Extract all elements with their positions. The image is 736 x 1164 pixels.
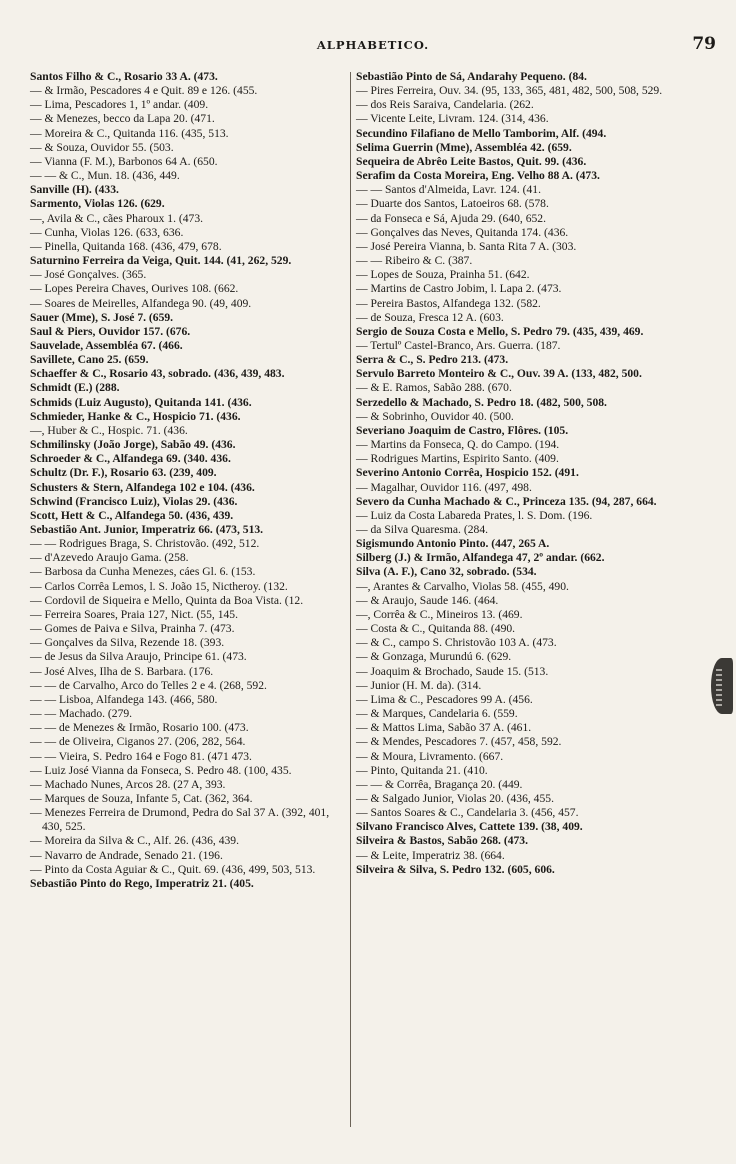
directory-entry: — — de Menezes & Irmão, Rosario 100. (473. — [30, 721, 249, 735]
directory-entry: — da Fonseca e Sá, Ajuda 29. (640, 652. — [356, 211, 546, 225]
directory-entry: Selima Guerrin (Mme), Assembléa 42. (659. — [356, 140, 572, 154]
page-number: 79 — [692, 34, 716, 54]
directory-entry: — — & Corrêa, Bragança 20. (449. — [356, 777, 523, 791]
directory-entry: — Soares de Meirelles, Alfandega 90. (49, 409. — [30, 296, 252, 310]
directory-entry: Severino Antonio Corrêa, Hospicio 152. (491. — [356, 466, 579, 480]
directory-entry: Schwind (Francisco Luiz), Violas 29. (436. — [30, 494, 238, 508]
directory-entry: Secundino Filafiano de Mello Tamborim, Alf. (494. — [356, 126, 607, 140]
directory-entry: Sebastião Pinto do Rego, Imperatriz 21. (405. — [30, 876, 254, 890]
directory-entry: Sauvelade, Assembléa 67. (466. — [30, 338, 183, 352]
directory-entry: Sergio de Souza Costa e Mello, S. Pedro 79. (435, 439, 469. — [356, 324, 644, 338]
directory-entry: — José Pereira Vianna, b. Santa Rita 7 A. (303. — [356, 239, 577, 253]
directory-entry: — Cunha, Violas 126. (633, 636. — [30, 225, 184, 239]
directory-entry: Sarmento, Violas 126. (629. — [30, 197, 165, 211]
directory-entry: — Junior (H. M. da). (314. — [356, 678, 482, 692]
directory-entry: — & Souza, Ouvidor 55. (503. — [30, 140, 174, 154]
directory-entry: — — de Oliveira, Ciganos 27. (206, 282, 564. — [30, 735, 246, 749]
directory-entry: — Joaquim & Brochado, Saude 15. (513. — [356, 664, 549, 678]
right-column — [356, 70, 696, 877]
directory-entry: Sanville (H). (433. — [30, 183, 119, 197]
directory-entry: — & Mendes, Pescadores 7. (457, 458, 592. — [356, 735, 562, 749]
directory-entry: Saturnino Ferreira da Veiga, Quit. 144. (41, 262, 529. — [30, 254, 292, 268]
directory-entry: Silva (A. F.), Cano 32, sobrado. (534. — [356, 565, 537, 579]
directory-entry: — Tertulº Castel-Branco, Ars. Guerra. (187. — [356, 338, 561, 352]
directory-entry: — Gonçalves das Neves, Quitanda 174. (436. — [356, 225, 569, 239]
directory-entry: Severo da Cunha Machado & C., Princeza 135. (94, 287, 664. — [356, 494, 657, 508]
directory-entry: — & Salgado Junior, Violas 20. (436, 455. — [356, 791, 554, 805]
directory-entry: — de Jesus da Silva Araujo, Principe 61. (473. — [30, 650, 247, 664]
directory-entry: — Martins de Castro Jobim, l. Lapa 2. (473. — [356, 282, 562, 296]
directory-entry: — José Alves, Ilha de S. Barbara. (176. — [30, 664, 214, 678]
directory-entry: — Luiz José Vianna da Fonseca, S. Pedro 48. (100, 435. — [30, 763, 292, 777]
directory-entry: — Pinto, Quitanda 21. (410. — [356, 763, 488, 777]
directory-entry: Silvano Francisco Alves, Cattete 139. (38, 409. — [356, 820, 583, 834]
directory-entry: Servulo Barreto Monteiro & C., Ouv. 39 A. (133, 482, 500. — [356, 367, 642, 381]
directory-entry: — Carlos Corrêa Lemos, l. S. João 15, Nictheroy. (132. — [30, 579, 288, 593]
directory-entry: — — Rodrigues Braga, S. Christovão. (492, 512. — [30, 537, 260, 551]
directory-entry: Schmidt (E.) (288. — [30, 381, 120, 395]
directory-entry: — & Marques, Candelaria 6. (559. — [356, 707, 518, 721]
directory-entry: Sebastião Pinto de Sá, Andarahy Pequeno. (84. — [356, 70, 587, 83]
directory-entry: — & Sobrinho, Ouvidor 40. (500. — [356, 409, 514, 423]
directory-entry: — Navarro de Andrade, Senado 21. (196. — [30, 848, 223, 862]
directory-entry: — & C., campo S. Christovão 103 A. (473. — [356, 636, 557, 650]
directory-entry: —, Avila & C., cães Pharoux 1. (473. — [30, 211, 204, 225]
directory-entry: — Cordovil de Siqueira e Mello, Quinta da Boa Vista. (12. — [30, 593, 304, 607]
directory-entry: — Vianna (F. M.), Barbonos 64 A. (650. — [30, 154, 218, 168]
directory-entry: — Luiz da Costa Labareda Prates, l. S. Dom. (196. — [356, 508, 593, 522]
page-header — [30, 34, 716, 58]
running-title: ALPHABETICO. — [316, 38, 430, 52]
directory-entry: — Moreira da Silva & C., Alf. 26. (436, 439. — [30, 834, 239, 848]
directory-entry: — Magalhar, Ouvidor 116. (497, 498. — [356, 480, 532, 494]
directory-entry: Scott, Hett & C., Alfandega 50. (436, 439. — [30, 508, 234, 522]
directory-entry: Schusters & Stern, Alfandega 102 e 104. (436. — [30, 480, 255, 494]
directory-entry: Sebastião Ant. Junior, Imperatriz 66. (473, 513. — [30, 523, 264, 536]
directory-entry: — Lima & C., Pescadores 99 A. (456. — [356, 692, 533, 706]
directory-entry: Schultz (Dr. F.), Rosario 63. (239, 409. — [30, 466, 217, 480]
directory-entry: — Moreira & C., Quitanda 116. (435, 513. — [30, 126, 229, 140]
directory-entry: — & E. Ramos, Sabão 288. (670. — [356, 381, 512, 395]
directory-entry: — Menezes Ferreira de Drumond, Pedra do Sal 37 A. (392, 401, 430, 525. — [30, 806, 330, 834]
directory-entry: Sequeira de Abrêo Leite Bastos, Quit. 99. (436. — [356, 154, 587, 168]
directory-entry: Silveira & Silva, S. Pedro 132. (605, 606. — [356, 862, 555, 876]
directory-entry: — & Menezes, becco da Lapa 20. (471. — [30, 112, 215, 126]
directory-entry: — d'Azevedo Araujo Gama. (258. — [30, 551, 189, 565]
directory-entry: — — Lisboa, Alfandega 143. (466, 580. — [30, 692, 218, 706]
directory-entry: — & Irmão, Pescadores 4 e Quit. 89 e 126. (455. — [30, 84, 258, 98]
directory-columns — [30, 70, 720, 1150]
directory-entry: — dos Reis Saraiva, Candelaria. (262. — [356, 98, 534, 112]
directory-entry: Schaeffer & C., Rosario 43, sobrado. (436, 439, 483. — [30, 367, 285, 381]
directory-entry: Schmilinsky (João Jorge), Sabão 49. (436. — [30, 438, 236, 452]
directory-entry: — Barbosa da Cunha Menezes, cáes Gl. 6. (153. — [30, 565, 256, 579]
directory-entry: — Pinella, Quitanda 168. (436, 479, 678. — [30, 239, 222, 253]
column-divider — [350, 72, 351, 1127]
directory-entry: — — Santos d'Almeida, Lavr. 124. (41. — [356, 183, 541, 197]
directory-entry: Schmids (Luiz Augusto), Quitanda 141. (436. — [30, 395, 252, 409]
directory-entry: — Pereira Bastos, Alfandega 132. (582. — [356, 296, 541, 310]
margin-ink-mark — [711, 658, 733, 714]
directory-entry: — Machado Nunes, Arcos 28. (27 A, 393. — [30, 777, 226, 791]
directory-entry: — Martins da Fonseca, Q. do Campo. (194. — [356, 438, 560, 452]
directory-entry: — — & C., Mun. 18. (436, 449. — [30, 169, 180, 183]
directory-entry: — Costa & C., Quitanda 88. (490. — [356, 622, 516, 636]
directory-entry: Savillete, Cano 25. (659. — [30, 353, 149, 367]
directory-entry: — & Moura, Livramento. (667. — [356, 749, 504, 763]
directory-entry: — — Ribeiro & C. (387. — [356, 254, 473, 268]
directory-entry: Schroeder & C., Alfandega 69. (340. 436. — [30, 452, 231, 466]
directory-entry: Severiano Joaquim de Castro, Flôres. (105. — [356, 423, 569, 437]
directory-entry: — Duarte dos Santos, Latoeiros 68. (578. — [356, 197, 549, 211]
directory-entry: — Ferreira Soares, Praia 127, Nict. (55, 145. — [30, 607, 238, 621]
directory-entry: — Rodrigues Martins, Espirito Santo. (409. — [356, 452, 559, 466]
directory-entry: Serafim da Costa Moreira, Eng. Velho 88 A. (473. — [356, 169, 600, 183]
directory-entry: — — Machado. (279. — [30, 707, 133, 721]
directory-entry: Serzedello & Machado, S. Pedro 18. (482, 500, 508. — [356, 395, 607, 409]
directory-entry: Santos Filho & C., Rosario 33 A. (473. — [30, 70, 218, 83]
directory-entry: — Lima, Pescadores 1, 1º andar. (409. — [30, 98, 209, 112]
directory-entry: Schmieder, Hanke & C., Hospicio 71. (436. — [30, 409, 241, 423]
directory-entry: — José Gonçalves. (365. — [30, 268, 147, 282]
directory-entry: — Vicente Leite, Livram. 124. (314, 436. — [356, 112, 549, 126]
directory-entry: — Gomes de Paiva e Silva, Prainha 7. (473. — [30, 622, 235, 636]
left-column — [30, 70, 352, 891]
directory-entry: — Pinto da Costa Aguiar & C., Quit. 69. (436, 499, 503, 513. — [30, 862, 316, 876]
directory-entry: — de Souza, Fresca 12 A. (603. — [356, 310, 504, 324]
directory-entry: — Lopes Pereira Chaves, Ourives 108. (662. — [30, 282, 239, 296]
directory-entry: Silveira & Bastos, Sabão 268. (473. — [356, 834, 528, 848]
directory-entry: Saul & Piers, Ouvidor 157. (676. — [30, 324, 191, 338]
directory-entry: — Marques de Souza, Infante 5, Cat. (362, 364. — [30, 791, 253, 805]
directory-entry: — — Vieira, S. Pedro 164 e Fogo 81. (471 473. — [30, 749, 252, 763]
directory-entry: Silberg (J.) & Irmão, Alfandega 47, 2º andar. (662. — [356, 551, 605, 565]
directory-entry: —, Huber & C., Hospic. 71. (436. — [30, 423, 188, 437]
directory-entry: — da Silva Quaresma. (284. — [356, 523, 489, 536]
directory-entry: — Gonçalves da Silva, Rezende 18. (393. — [30, 636, 225, 650]
directory-entry: — & Mattos Lima, Sabão 37 A. (461. — [356, 721, 532, 735]
directory-entry: — & Araujo, Saude 146. (464. — [356, 593, 499, 607]
directory-entry: Serra & C., S. Pedro 213. (473. — [356, 353, 509, 367]
directory-entry: — & Leite, Imperatriz 38. (664. — [356, 848, 505, 862]
directory-entry: — Santos Soares & C., Candelaria 3. (456, 457. — [356, 806, 579, 820]
directory-entry: — Pires Ferreira, Ouv. 34. (95, 133, 365, 481, 482, 500, 508, 529. — [356, 84, 663, 98]
directory-entry: — — de Carvalho, Arco do Telles 2 e 4. (268, 592. — [30, 678, 267, 692]
directory-entry: Sigismundo Antonio Pinto. (447, 265 A. — [356, 537, 550, 551]
directory-entry: Sauer (Mme), S. José 7. (659. — [30, 310, 174, 324]
directory-entry: —, Corrêa & C., Mineiros 13. (469. — [356, 607, 523, 621]
directory-entry: — Lopes de Souza, Prainha 51. (642. — [356, 268, 530, 282]
directory-entry: — & Gonzaga, Murundú 6. (629. — [356, 650, 512, 664]
directory-entry: —, Arantes & Carvalho, Violas 58. (455, 490. — [356, 579, 569, 593]
